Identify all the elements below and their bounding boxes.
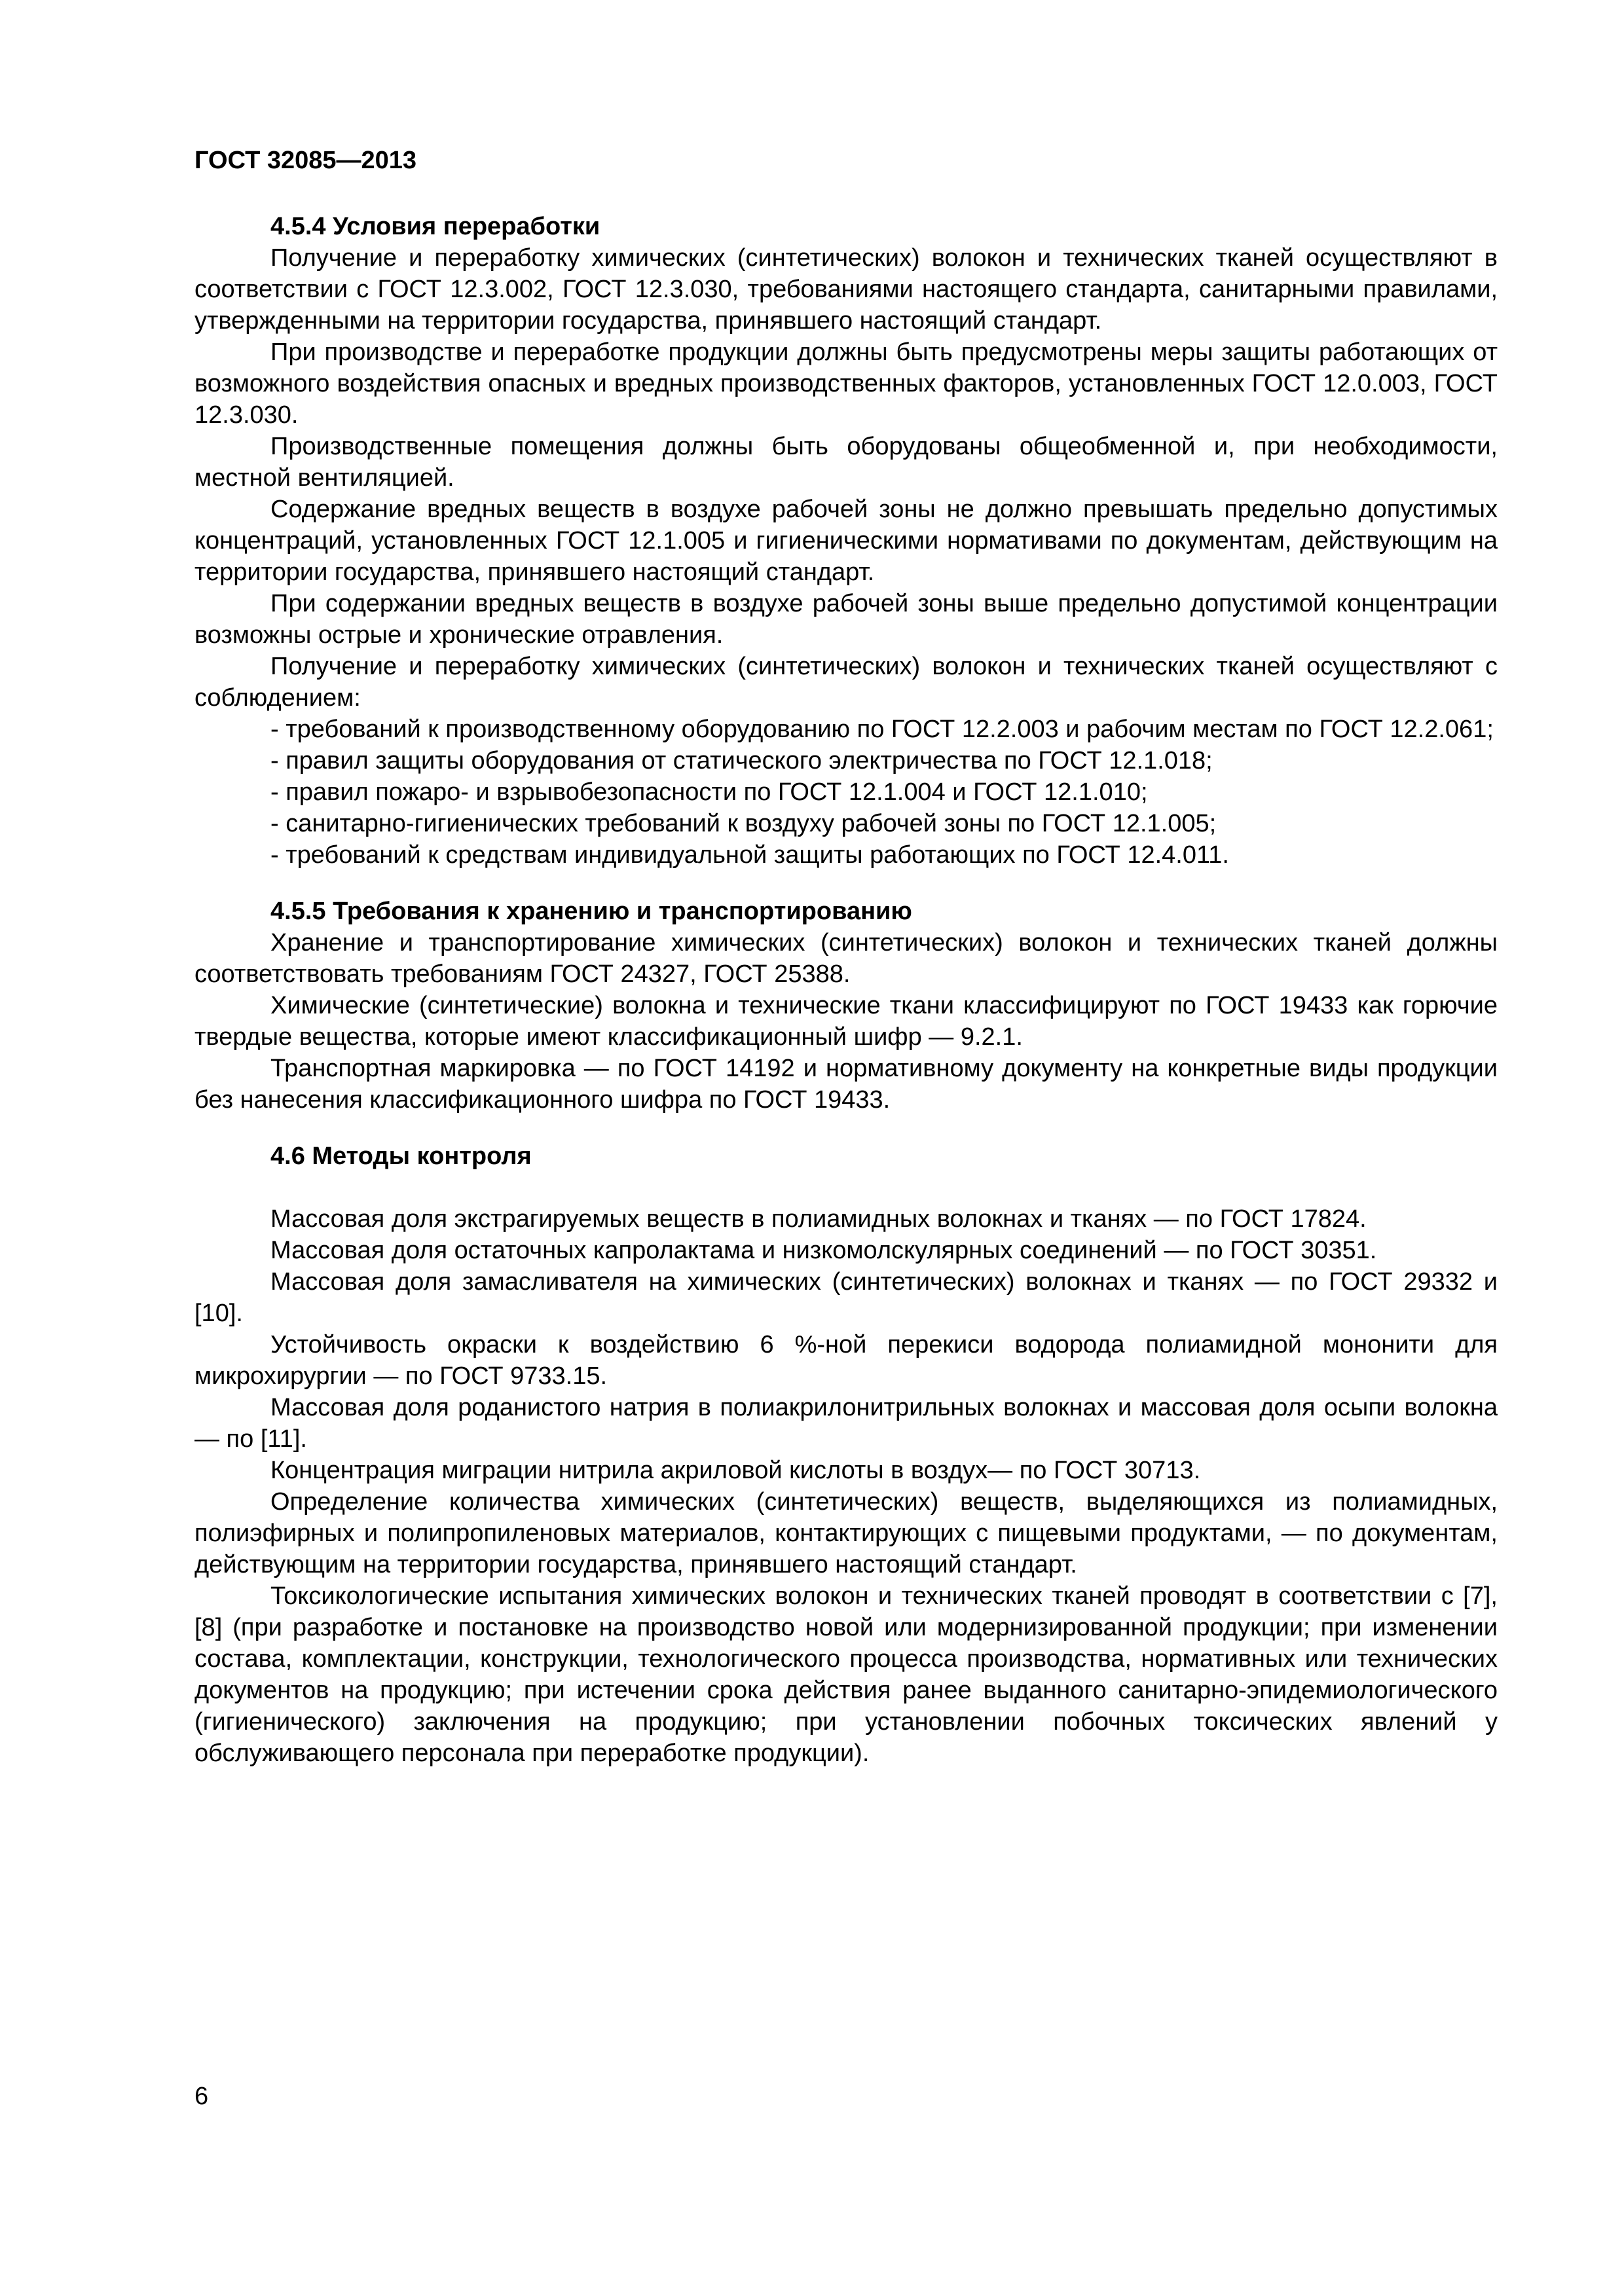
paragraph: Химические (синтетические) волокна и технические ткани классифицируют по ГОСТ 19433 как горючие твердые вещества, которые имеют классификационный шифр — 9.2.1.: [194, 992, 1498, 1051]
paragraph: Массовая доля экстрагируемых веществ в полиамидных волокнах и тканях — по ГОСТ 17824.: [270, 1205, 1367, 1233]
list-item: - требований к средствам индивидуальной защиты работающих по ГОСТ 12.4.011.: [270, 841, 1229, 869]
section-heading: 4.6 Методы контроля: [270, 1142, 532, 1170]
paragraph: При содержании вредных веществ в воздухе рабочей зоны выше предельно допустимой концентрации возможны острые и хронические отравления.: [194, 590, 1498, 649]
paragraph: Массовая доля остаточных капролактама и низкомолскулярных соединений — по ГОСТ 30351.: [270, 1237, 1377, 1264]
list-item: - санитарно-гигиенических требований к воздуху рабочей зоны по ГОСТ 12.1.005;: [270, 810, 1217, 837]
paragraph: Транспортная маркировка — по ГОСТ 14192 и нормативному документу на конкретные виды продукции без нанесения классификационного шифра по ГОСТ 19433.: [194, 1055, 1498, 1114]
section-processing-conditions: [194, 211, 1498, 871]
document-page: [194, 144, 1498, 1794]
paragraph: Содержание вредных веществ в воздухе рабочей зоны не должно превышать предельно допустимых концентраций, установленных ГОСТ 12.1.005 и гигиеническими нормативами по документам, действующим на территории государства, принявшего настоящий стандарт.: [194, 496, 1498, 586]
spacer: [194, 1172, 1498, 1203]
paragraph: Токсикологические испытания химических волокон и технических тканей проводят в соответствии с [7], [8] (при разработке и постановке на производство новой или модернизированной продукции; при изменении состава, комплектации, конструкции, технологического процесса производства, нормативных или технических документов на продукцию; при истечении срока действия ранее выданного санитарно-эпидемиологического (гигиенического) заключения на продукцию; при установлении побочных токсических явлений у обслуживающего персонала при переработке продукции).: [194, 1582, 1498, 1767]
section-control-methods: [194, 1140, 1498, 1769]
paragraph: При производстве и переработке продукции должны быть предусмотрены меры защиты работающих от возможного воздействия опасных и вредных производственных факторов, установленных ГОСТ 12.0.003, ГОСТ 12.3.030.: [194, 338, 1498, 429]
paragraph: Устойчивость окраски к воздействию 6 %-ной перекиси водорода полиамидной мононити для микрохирургии — по ГОСТ 9733.15.: [194, 1331, 1498, 1390]
section-heading: 4.5.5 Требования к хранению и транспортированию: [270, 898, 912, 925]
paragraph: Массовая доля роданистого натрия в полиакрилонитрильных волокнах и массовая доля осыпи волокна — по [11].: [194, 1394, 1498, 1453]
paragraph: Получение и переработку химических (синтетических) волокон и технических тканей осуществляют с соблюдением:: [194, 653, 1498, 712]
paragraph: Получение и переработку химических (синтетических) волокон и технических тканей осуществляют в соответствии с ГОСТ 12.3.002, ГОСТ 12.3.030, требованиями настоящего стандарта, санитарными правилами, утвержденными на территории государства, принявшего настоящий стандарт.: [194, 244, 1498, 335]
paragraph: Производственные помещения должны быть оборудованы общеобменной и, при необходимости, местной вентиляцией.: [194, 433, 1498, 492]
paragraph: Хранение и транспортирование химических (синтетических) волокон и технических тканей должны соответствовать требованиям ГОСТ 24327, ГОСТ 25388.: [194, 929, 1498, 988]
document-code: ГОСТ 32085—2013: [194, 147, 417, 174]
section-storage-transport: [194, 896, 1498, 1116]
list-item: - правил пожаро- и взрывобезопасности по ГОСТ 12.1.004 и ГОСТ 12.1.010;: [270, 778, 1148, 806]
section-heading: 4.5.4 Условия переработки: [270, 213, 600, 240]
paragraph: Концентрация миграции нитрила акриловой кислоты в воздух— по ГОСТ 30713.: [270, 1457, 1201, 1484]
page-number: 6: [194, 2083, 209, 2110]
list-item: - правил защиты оборудования от статического электричества по ГОСТ 12.1.018;: [270, 747, 1213, 774]
paragraph: Массовая доля замасливателя на химических (синтетических) волокнах и тканях — по ГОСТ 29332 и [10].: [194, 1268, 1498, 1327]
list-item: - требований к производственному оборудованию по ГОСТ 12.2.003 и рабочим местам по ГОСТ 12.2.061;: [270, 716, 1494, 743]
paragraph: Определение количества химических (синтетических) веществ, выделяющихся из полиамидных, полиэфирных и полипропиленовых материалов, контактирующих с пищевыми продуктами, — по документам, действующим на территории государства, принявшего настоящий стандарт.: [194, 1488, 1498, 1578]
